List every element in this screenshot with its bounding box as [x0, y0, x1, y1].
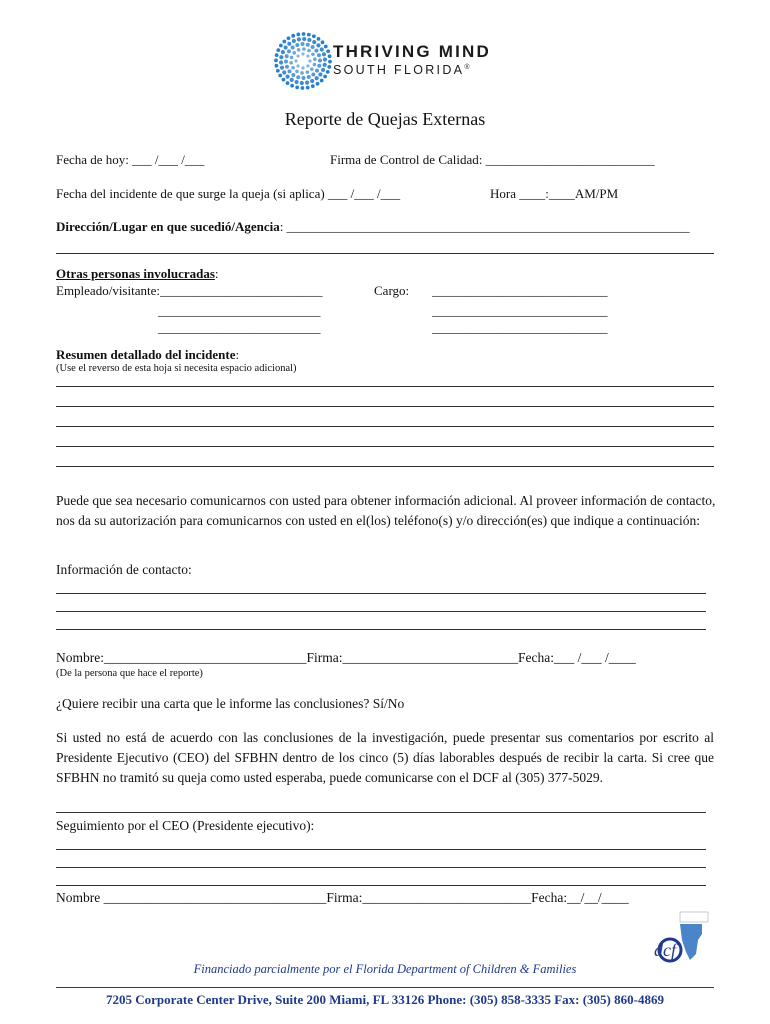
empleado-field-2[interactable]: _________________________ [158, 303, 321, 318]
cargo-label: Cargo: [374, 283, 410, 298]
otras-personas-heading: Otras personas involucradas: [56, 266, 219, 281]
resumen-line[interactable] [56, 386, 714, 387]
thriving-mind-logo-icon [272, 30, 334, 92]
fecha-hoy-field[interactable]: Fecha de hoy: ___ /___ /___ [56, 152, 205, 167]
direccion-field[interactable]: Dirección/Lugar en que sucedió/Agencia: ______________________________________________________________ [56, 219, 690, 234]
contacto-line[interactable] [56, 611, 706, 612]
funding-note: Financiado parcialmente por el Florida Department of Children & Families [193, 962, 577, 976]
resumen-line[interactable] [56, 426, 714, 427]
svg-text:dcf: dcf [654, 940, 676, 960]
seguimiento-line[interactable] [56, 849, 706, 850]
cargo-field-2[interactable]: ___________________________ [432, 303, 608, 318]
empleado-visitante-field[interactable]: Empleado/visitante:_________________________ [56, 283, 323, 298]
resumen-line[interactable] [56, 446, 714, 447]
footer-divider [56, 987, 714, 988]
seguimiento-line[interactable] [56, 867, 706, 868]
carta-question: ¿Quiere recibir una carta que le informe las conclusiones? Sí/No [56, 696, 405, 711]
persona-note: (De la persona que hace el reporte) [56, 668, 203, 679]
footer-address: 7205 Corporate Center Drive, Suite 200 Miami, FL 33126 Phone: (305) 858-3335 Fax: (305) 860-4869 [106, 992, 664, 1007]
contacto-line[interactable] [56, 629, 706, 630]
seguimiento-label: Seguimiento por el CEO (Presidente ejecutivo): [56, 818, 315, 833]
cargo-field-1[interactable]: ___________________________ [432, 283, 608, 298]
contact-paragraph: Puede que sea necesario comunicarnos con usted para obtener información adicional. Al proveer información de contacto, nos da su autorización para comunicarnos con usted en el(los) teléfono(s) y/o dirección(es) que indique a continuación: [56, 493, 716, 528]
seguimiento-line[interactable] [56, 885, 706, 886]
cargo-field-3[interactable]: ___________________________ [432, 320, 608, 335]
nombre-firma-fecha-ceo-field[interactable]: Nombre _________________________________Firma:_________________________Fecha:__/__/____ [56, 890, 629, 905]
page-title: Reporte de Quejas Externas [284, 109, 486, 129]
hora-field[interactable]: Hora ____:____AM/PM [490, 186, 619, 201]
info-contacto-label: Información de contacto: [56, 562, 192, 577]
resumen-note: (Use el reverso de esta hoja si necesita espacio adicional) [56, 363, 297, 374]
resumen-line[interactable] [56, 406, 714, 407]
direccion-label: Dirección/Lugar en que sucedió/Agencia [56, 219, 280, 234]
resumen-line[interactable] [56, 466, 714, 467]
brand-name: THRIVING MIND [333, 42, 491, 61]
brand-subtitle: SOUTH FLORIDA® [333, 63, 470, 77]
fecha-incidente-field[interactable]: Fecha del incidente de que surge la queja (si aplica) ___ /___ /___ [56, 186, 401, 201]
resumen-heading: Resumen detallado del incidente: [56, 347, 240, 362]
contacto-line[interactable] [56, 593, 706, 594]
separator-line [56, 812, 706, 813]
firma-control-calidad-field[interactable]: Firma de Control de Calidad: __________________________ [330, 152, 655, 167]
empleado-field-3[interactable]: _________________________ [158, 320, 321, 335]
dcf-logo-icon [650, 910, 710, 970]
ceo-paragraph: Si usted no está de acuerdo con las conclusiones de la investigación, puede presentar sus comentarios por escrito al Presidente Ejecutivo (CEO) del SFBHN dentro de los cinco (5) días laborables después de recibir la carta. Si cree que SFBHN no tramitó su queja como usted esperaba, puede comunicarse con el DCF al (305) 377-5029. [56, 730, 714, 785]
direccion-extra-line[interactable] [56, 253, 714, 254]
nombre-firma-fecha-field[interactable]: Nombre:______________________________Firma:__________________________Fecha:___ /___ /____ [56, 650, 636, 665]
